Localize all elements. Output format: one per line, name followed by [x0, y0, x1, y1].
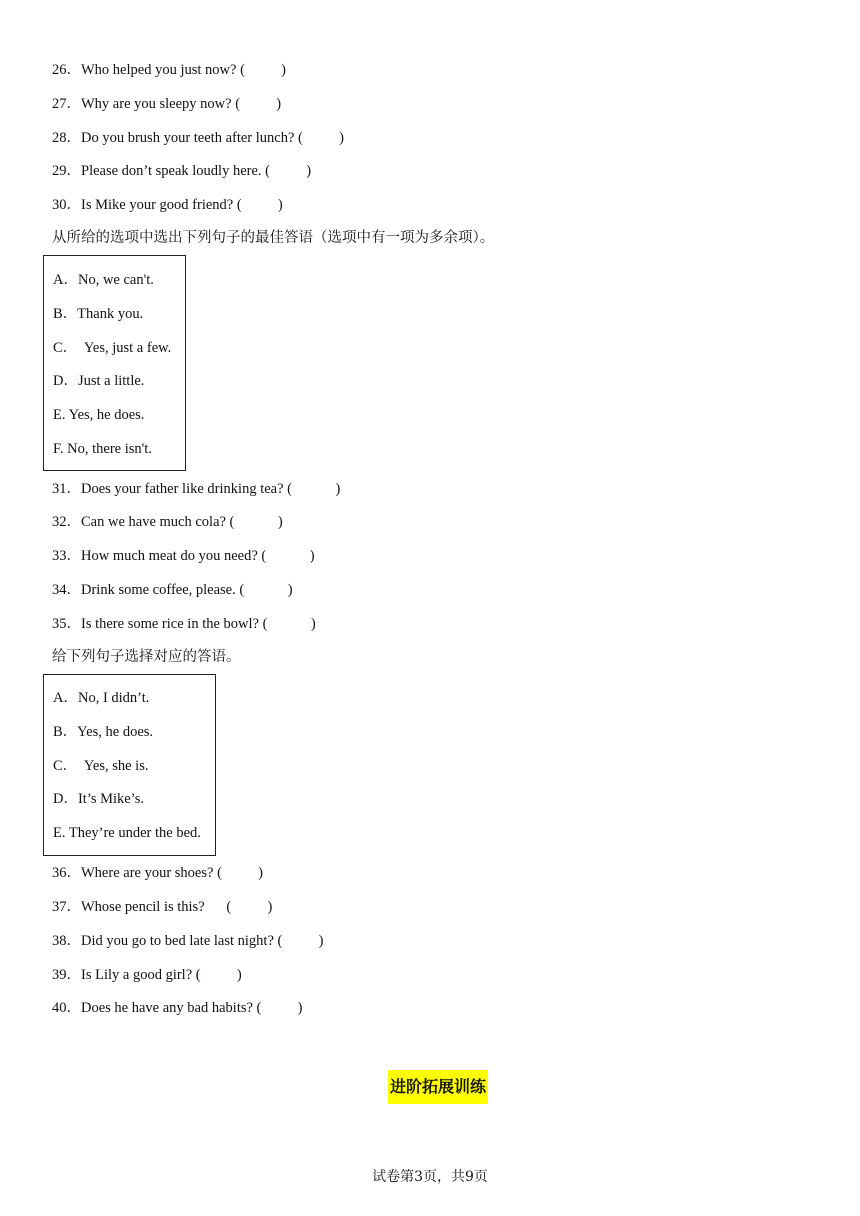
option-e: E. They’re under the bed.: [53, 825, 201, 841]
page-footer: 试卷第3页，共9页: [372, 1169, 488, 1185]
option-d: D．Just a little.: [53, 373, 145, 389]
question-34: 34．Drink some coffee, please. ( ): [52, 582, 293, 598]
question-36: 36．Where are your shoes? ( ): [52, 865, 263, 881]
option-b: B．Yes, he does.: [53, 724, 154, 740]
question-40: 40．Does he have any bad habits? ( ): [52, 1000, 303, 1016]
option-d: D．It’s Mike’s.: [53, 791, 145, 807]
question-28: 28．Do you brush your teeth after lunch? ( ): [52, 130, 344, 146]
question-29: 29．Please don’t speak loudly here. ( ): [52, 163, 312, 179]
question-26: 26．Who helped you just now? ( ): [52, 62, 286, 78]
options-box-group2: [43, 255, 186, 471]
option-a: A．No, we can't.: [53, 272, 154, 288]
option-b: B．Thank you.: [53, 306, 144, 322]
question-33: 33．How much meat do you need? ( ): [52, 548, 315, 564]
instruction-group2: 从所给的选项中选出下列句子的最佳答语（选项中有一项为多余项）。: [52, 230, 495, 246]
question-39: 39．Is Lily a good girl? ( ): [52, 967, 242, 983]
question-31: 31．Does your father like drinking tea? ( ): [52, 481, 341, 497]
question-32: 32．Can we have much cola? ( ): [52, 514, 283, 530]
question-27: 27．Why are you sleepy now? ( ): [52, 96, 282, 112]
option-c: C． Yes, she is.: [53, 758, 149, 774]
option-e: E. Yes, he does.: [53, 407, 145, 423]
option-c: C． Yes, just a few.: [53, 340, 172, 356]
options-box-group3: [43, 674, 216, 856]
question-35: 35．Is there some rice in the bowl? ( ): [52, 616, 316, 632]
question-37: 37．Whose pencil is this? ( ): [52, 899, 273, 915]
section-heading: 进阶拓展训练: [388, 1070, 488, 1104]
question-38: 38．Did you go to bed late last night? ( ): [52, 933, 324, 949]
question-30: 30．Is Mike your good friend? ( ): [52, 197, 283, 213]
option-f: F. No, there isn't.: [53, 441, 152, 457]
instruction-group3: 给下列句子选择对应的答语。: [52, 649, 241, 665]
option-a: A．No, I didn’t.: [53, 690, 150, 706]
